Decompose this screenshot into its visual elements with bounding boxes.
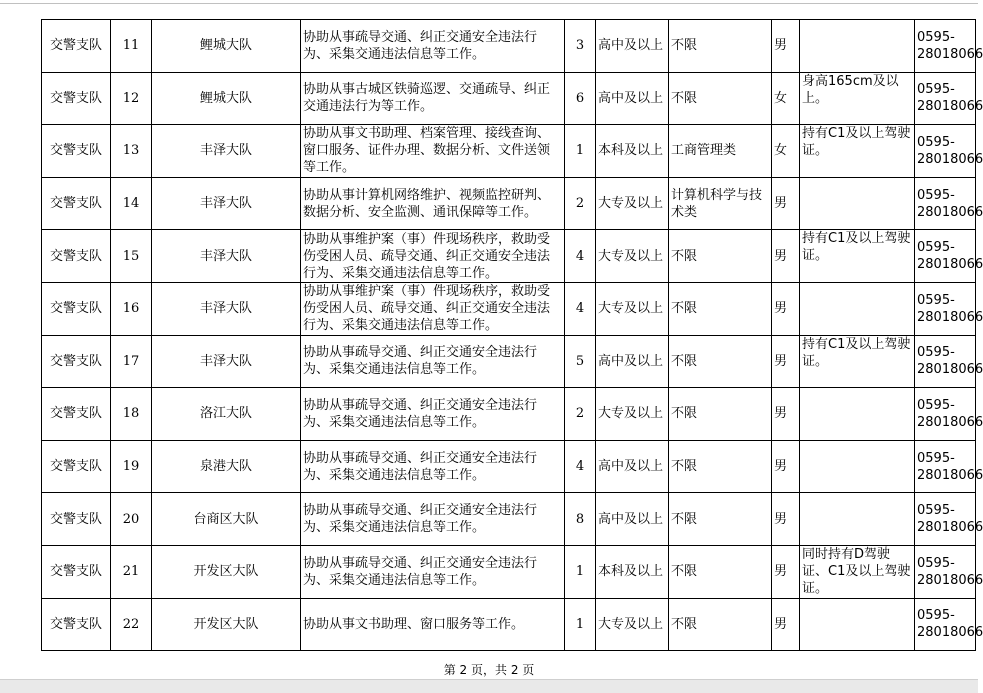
page-footer bbox=[0, 661, 978, 678]
major-cell: 不限 bbox=[669, 440, 772, 493]
unit-cell: 交警支队 bbox=[42, 335, 111, 388]
other-requirements-cell: 持有C1及以上驾驶证。 bbox=[800, 230, 915, 283]
number-cell: 18 bbox=[111, 388, 152, 441]
count-cell: 8 bbox=[565, 493, 596, 546]
count-cell: 4 bbox=[565, 282, 596, 335]
unit-cell: 交警支队 bbox=[42, 72, 111, 125]
table-row bbox=[42, 230, 976, 283]
duty-cell: 协助从事维护案（事）件现场秩序，救助受伤受困人员、疏导交通、纠正交通安全违法行为、采集交通违法信息等工作。 bbox=[301, 282, 565, 335]
major-cell: 不限 bbox=[669, 388, 772, 441]
phone-area-code: 0595- bbox=[917, 240, 955, 256]
duty-cell: 协助从事古城区铁骑巡逻、交通疏导、纠正交通违法行为等工作。 bbox=[301, 72, 565, 125]
table-row bbox=[42, 125, 976, 178]
other-requirements-cell: 身高165cm及以上。 bbox=[800, 72, 915, 125]
count-cell: 5 bbox=[565, 335, 596, 388]
phone-cell bbox=[915, 230, 983, 283]
duty-cell: 协助从事疏导交通、纠正交通安全违法行为、采集交通违法信息等工作。 bbox=[301, 20, 565, 73]
number-cell: 15 bbox=[111, 230, 152, 283]
team-cell: 丰泽大队 bbox=[152, 335, 301, 388]
education-cell: 大专及以上 bbox=[596, 177, 669, 230]
table-body bbox=[42, 20, 983, 651]
duty-cell: 协助从事疏导交通、纠正交通安全违法行为、采集交通违法信息等工作。 bbox=[301, 388, 565, 441]
count-cell: 6 bbox=[565, 72, 596, 125]
phone-area-code: 0595- bbox=[917, 29, 955, 45]
count-cell: 4 bbox=[565, 440, 596, 493]
gender-cell: 男 bbox=[772, 545, 800, 598]
gender-cell: 男 bbox=[772, 335, 800, 388]
unit-cell: 交警支队 bbox=[42, 125, 111, 178]
table-row bbox=[42, 282, 976, 335]
table-row bbox=[42, 335, 976, 388]
phone-area-code: 0595- bbox=[917, 292, 955, 308]
phone-area-code: 0595- bbox=[917, 397, 955, 413]
count-cell: 1 bbox=[565, 545, 596, 598]
phone-area-code: 0595- bbox=[917, 608, 955, 624]
duty-cell: 协助从事疏导交通、纠正交通安全违法行为、采集交通违法信息等工作。 bbox=[301, 493, 565, 546]
positions-table bbox=[41, 19, 983, 651]
other-requirements-cell bbox=[800, 493, 915, 546]
other-requirements-cell bbox=[800, 20, 915, 73]
team-cell: 台商区大队 bbox=[152, 493, 301, 546]
team-cell: 开发区大队 bbox=[152, 545, 301, 598]
gender-cell: 女 bbox=[772, 72, 800, 125]
major-cell: 工商管理类 bbox=[669, 125, 772, 178]
major-cell: 计算机科学与技术类 bbox=[669, 177, 772, 230]
unit-cell: 交警支队 bbox=[42, 545, 111, 598]
count-cell: 3 bbox=[565, 20, 596, 73]
education-cell: 高中及以上 bbox=[596, 440, 669, 493]
other-requirements-cell bbox=[800, 177, 915, 230]
table-row bbox=[42, 388, 976, 441]
phone-number: 28018066 bbox=[917, 99, 983, 115]
education-cell: 高中及以上 bbox=[596, 20, 669, 73]
number-cell: 13 bbox=[111, 125, 152, 178]
phone-cell bbox=[915, 440, 983, 493]
table-row bbox=[42, 440, 976, 493]
number-cell: 22 bbox=[111, 598, 152, 651]
team-cell: 丰泽大队 bbox=[152, 177, 301, 230]
phone-area-code: 0595- bbox=[917, 555, 955, 571]
other-requirements-cell bbox=[800, 440, 915, 493]
gender-cell: 男 bbox=[772, 282, 800, 335]
table-row bbox=[42, 598, 976, 651]
unit-cell: 交警支队 bbox=[42, 20, 111, 73]
duty-cell: 协助从事计算机网络维护、视频监控研判、数据分析、安全监测、通讯保障等工作。 bbox=[301, 177, 565, 230]
gender-cell: 男 bbox=[772, 177, 800, 230]
phone-cell bbox=[915, 72, 983, 125]
duty-cell: 协助从事疏导交通、纠正交通安全违法行为、采集交通违法信息等工作。 bbox=[301, 545, 565, 598]
number-cell: 19 bbox=[111, 440, 152, 493]
phone-number: 28018066 bbox=[917, 204, 983, 220]
phone-number: 28018066 bbox=[917, 572, 983, 588]
major-cell: 不限 bbox=[669, 493, 772, 546]
phone-cell bbox=[915, 545, 983, 598]
phone-number: 28018066 bbox=[917, 309, 983, 325]
phone-area-code: 0595- bbox=[917, 82, 955, 98]
team-cell: 丰泽大队 bbox=[152, 282, 301, 335]
gender-cell: 男 bbox=[772, 388, 800, 441]
phone-number: 28018066 bbox=[917, 625, 983, 641]
window-bottom-bar bbox=[0, 679, 978, 693]
education-cell: 大专及以上 bbox=[596, 388, 669, 441]
phone-cell bbox=[915, 335, 983, 388]
education-cell: 高中及以上 bbox=[596, 493, 669, 546]
major-cell: 不限 bbox=[669, 282, 772, 335]
team-cell: 丰泽大队 bbox=[152, 230, 301, 283]
number-cell: 11 bbox=[111, 20, 152, 73]
phone-cell bbox=[915, 598, 983, 651]
count-cell: 1 bbox=[565, 598, 596, 651]
count-cell: 2 bbox=[565, 388, 596, 441]
major-cell: 不限 bbox=[669, 20, 772, 73]
phone-area-code: 0595- bbox=[917, 345, 955, 361]
phone-area-code: 0595- bbox=[917, 134, 955, 150]
education-cell: 高中及以上 bbox=[596, 72, 669, 125]
major-cell: 不限 bbox=[669, 545, 772, 598]
page-number-label: 第 2 页，共 2 页 bbox=[443, 663, 535, 677]
phone-number: 28018066 bbox=[917, 414, 983, 430]
other-requirements-cell bbox=[800, 282, 915, 335]
phone-cell bbox=[915, 388, 983, 441]
team-cell: 鲤城大队 bbox=[152, 20, 301, 73]
major-cell: 不限 bbox=[669, 230, 772, 283]
education-cell: 大专及以上 bbox=[596, 282, 669, 335]
education-cell: 本科及以上 bbox=[596, 125, 669, 178]
phone-cell bbox=[915, 493, 983, 546]
duty-cell: 协助从事维护案（事）件现场秩序，救助受伤受困人员、疏导交通、纠正交通安全违法行为、采集交通违法信息等工作。 bbox=[301, 230, 565, 283]
phone-cell bbox=[915, 125, 983, 178]
phone-number: 28018066 bbox=[917, 520, 983, 536]
phone-cell bbox=[915, 20, 983, 73]
table-row bbox=[42, 177, 976, 230]
table-row bbox=[42, 545, 976, 598]
major-cell: 不限 bbox=[669, 598, 772, 651]
phone-area-code: 0595- bbox=[917, 450, 955, 466]
unit-cell: 交警支队 bbox=[42, 493, 111, 546]
number-cell: 20 bbox=[111, 493, 152, 546]
major-cell: 不限 bbox=[669, 335, 772, 388]
duty-cell: 协助从事文书助理、档案管理、接线查询、窗口服务、证件办理、数据分析、文件送领等工作。 bbox=[301, 125, 565, 178]
number-cell: 14 bbox=[111, 177, 152, 230]
phone-number: 28018066 bbox=[917, 46, 983, 62]
major-cell: 不限 bbox=[669, 72, 772, 125]
phone-number: 28018066 bbox=[917, 257, 983, 273]
team-cell: 丰泽大队 bbox=[152, 125, 301, 178]
education-cell: 本科及以上 bbox=[596, 545, 669, 598]
phone-number: 28018066 bbox=[917, 467, 983, 483]
unit-cell: 交警支队 bbox=[42, 282, 111, 335]
table-row bbox=[42, 20, 976, 73]
table-row bbox=[42, 72, 976, 125]
team-cell: 鲤城大队 bbox=[152, 72, 301, 125]
team-cell: 开发区大队 bbox=[152, 598, 301, 651]
unit-cell: 交警支队 bbox=[42, 598, 111, 651]
number-cell: 12 bbox=[111, 72, 152, 125]
education-cell: 大专及以上 bbox=[596, 598, 669, 651]
team-cell: 泉港大队 bbox=[152, 440, 301, 493]
gender-cell: 男 bbox=[772, 230, 800, 283]
other-requirements-cell bbox=[800, 388, 915, 441]
unit-cell: 交警支队 bbox=[42, 230, 111, 283]
other-requirements-cell: 持有C1及以上驾驶证。 bbox=[800, 125, 915, 178]
number-cell: 16 bbox=[111, 282, 152, 335]
number-cell: 17 bbox=[111, 335, 152, 388]
gender-cell: 女 bbox=[772, 125, 800, 178]
phone-area-code: 0595- bbox=[917, 503, 955, 519]
unit-cell: 交警支队 bbox=[42, 177, 111, 230]
phone-number: 28018066 bbox=[917, 362, 983, 378]
table-row bbox=[42, 493, 976, 546]
page-top-edge bbox=[0, 3, 978, 4]
unit-cell: 交警支队 bbox=[42, 388, 111, 441]
count-cell: 4 bbox=[565, 230, 596, 283]
education-cell: 高中及以上 bbox=[596, 335, 669, 388]
number-cell: 21 bbox=[111, 545, 152, 598]
count-cell: 1 bbox=[565, 125, 596, 178]
duty-cell: 协助从事文书助理、窗口服务等工作。 bbox=[301, 598, 565, 651]
other-requirements-cell: 同时持有D驾驶证、C1及以上驾驶证。 bbox=[800, 545, 915, 598]
phone-cell bbox=[915, 177, 983, 230]
phone-number: 28018066 bbox=[917, 151, 983, 167]
other-requirements-cell: 持有C1及以上驾驶证。 bbox=[800, 335, 915, 388]
gender-cell: 男 bbox=[772, 493, 800, 546]
gender-cell: 男 bbox=[772, 440, 800, 493]
gender-cell: 男 bbox=[772, 598, 800, 651]
education-cell: 大专及以上 bbox=[596, 230, 669, 283]
count-cell: 2 bbox=[565, 177, 596, 230]
phone-cell bbox=[915, 282, 983, 335]
team-cell: 洛江大队 bbox=[152, 388, 301, 441]
gender-cell: 男 bbox=[772, 20, 800, 73]
other-requirements-cell bbox=[800, 598, 915, 651]
unit-cell: 交警支队 bbox=[42, 440, 111, 493]
phone-area-code: 0595- bbox=[917, 187, 955, 203]
duty-cell: 协助从事疏导交通、纠正交通安全违法行为、采集交通违法信息等工作。 bbox=[301, 335, 565, 388]
duty-cell: 协助从事疏导交通、纠正交通安全违法行为、采集交通违法信息等工作。 bbox=[301, 440, 565, 493]
